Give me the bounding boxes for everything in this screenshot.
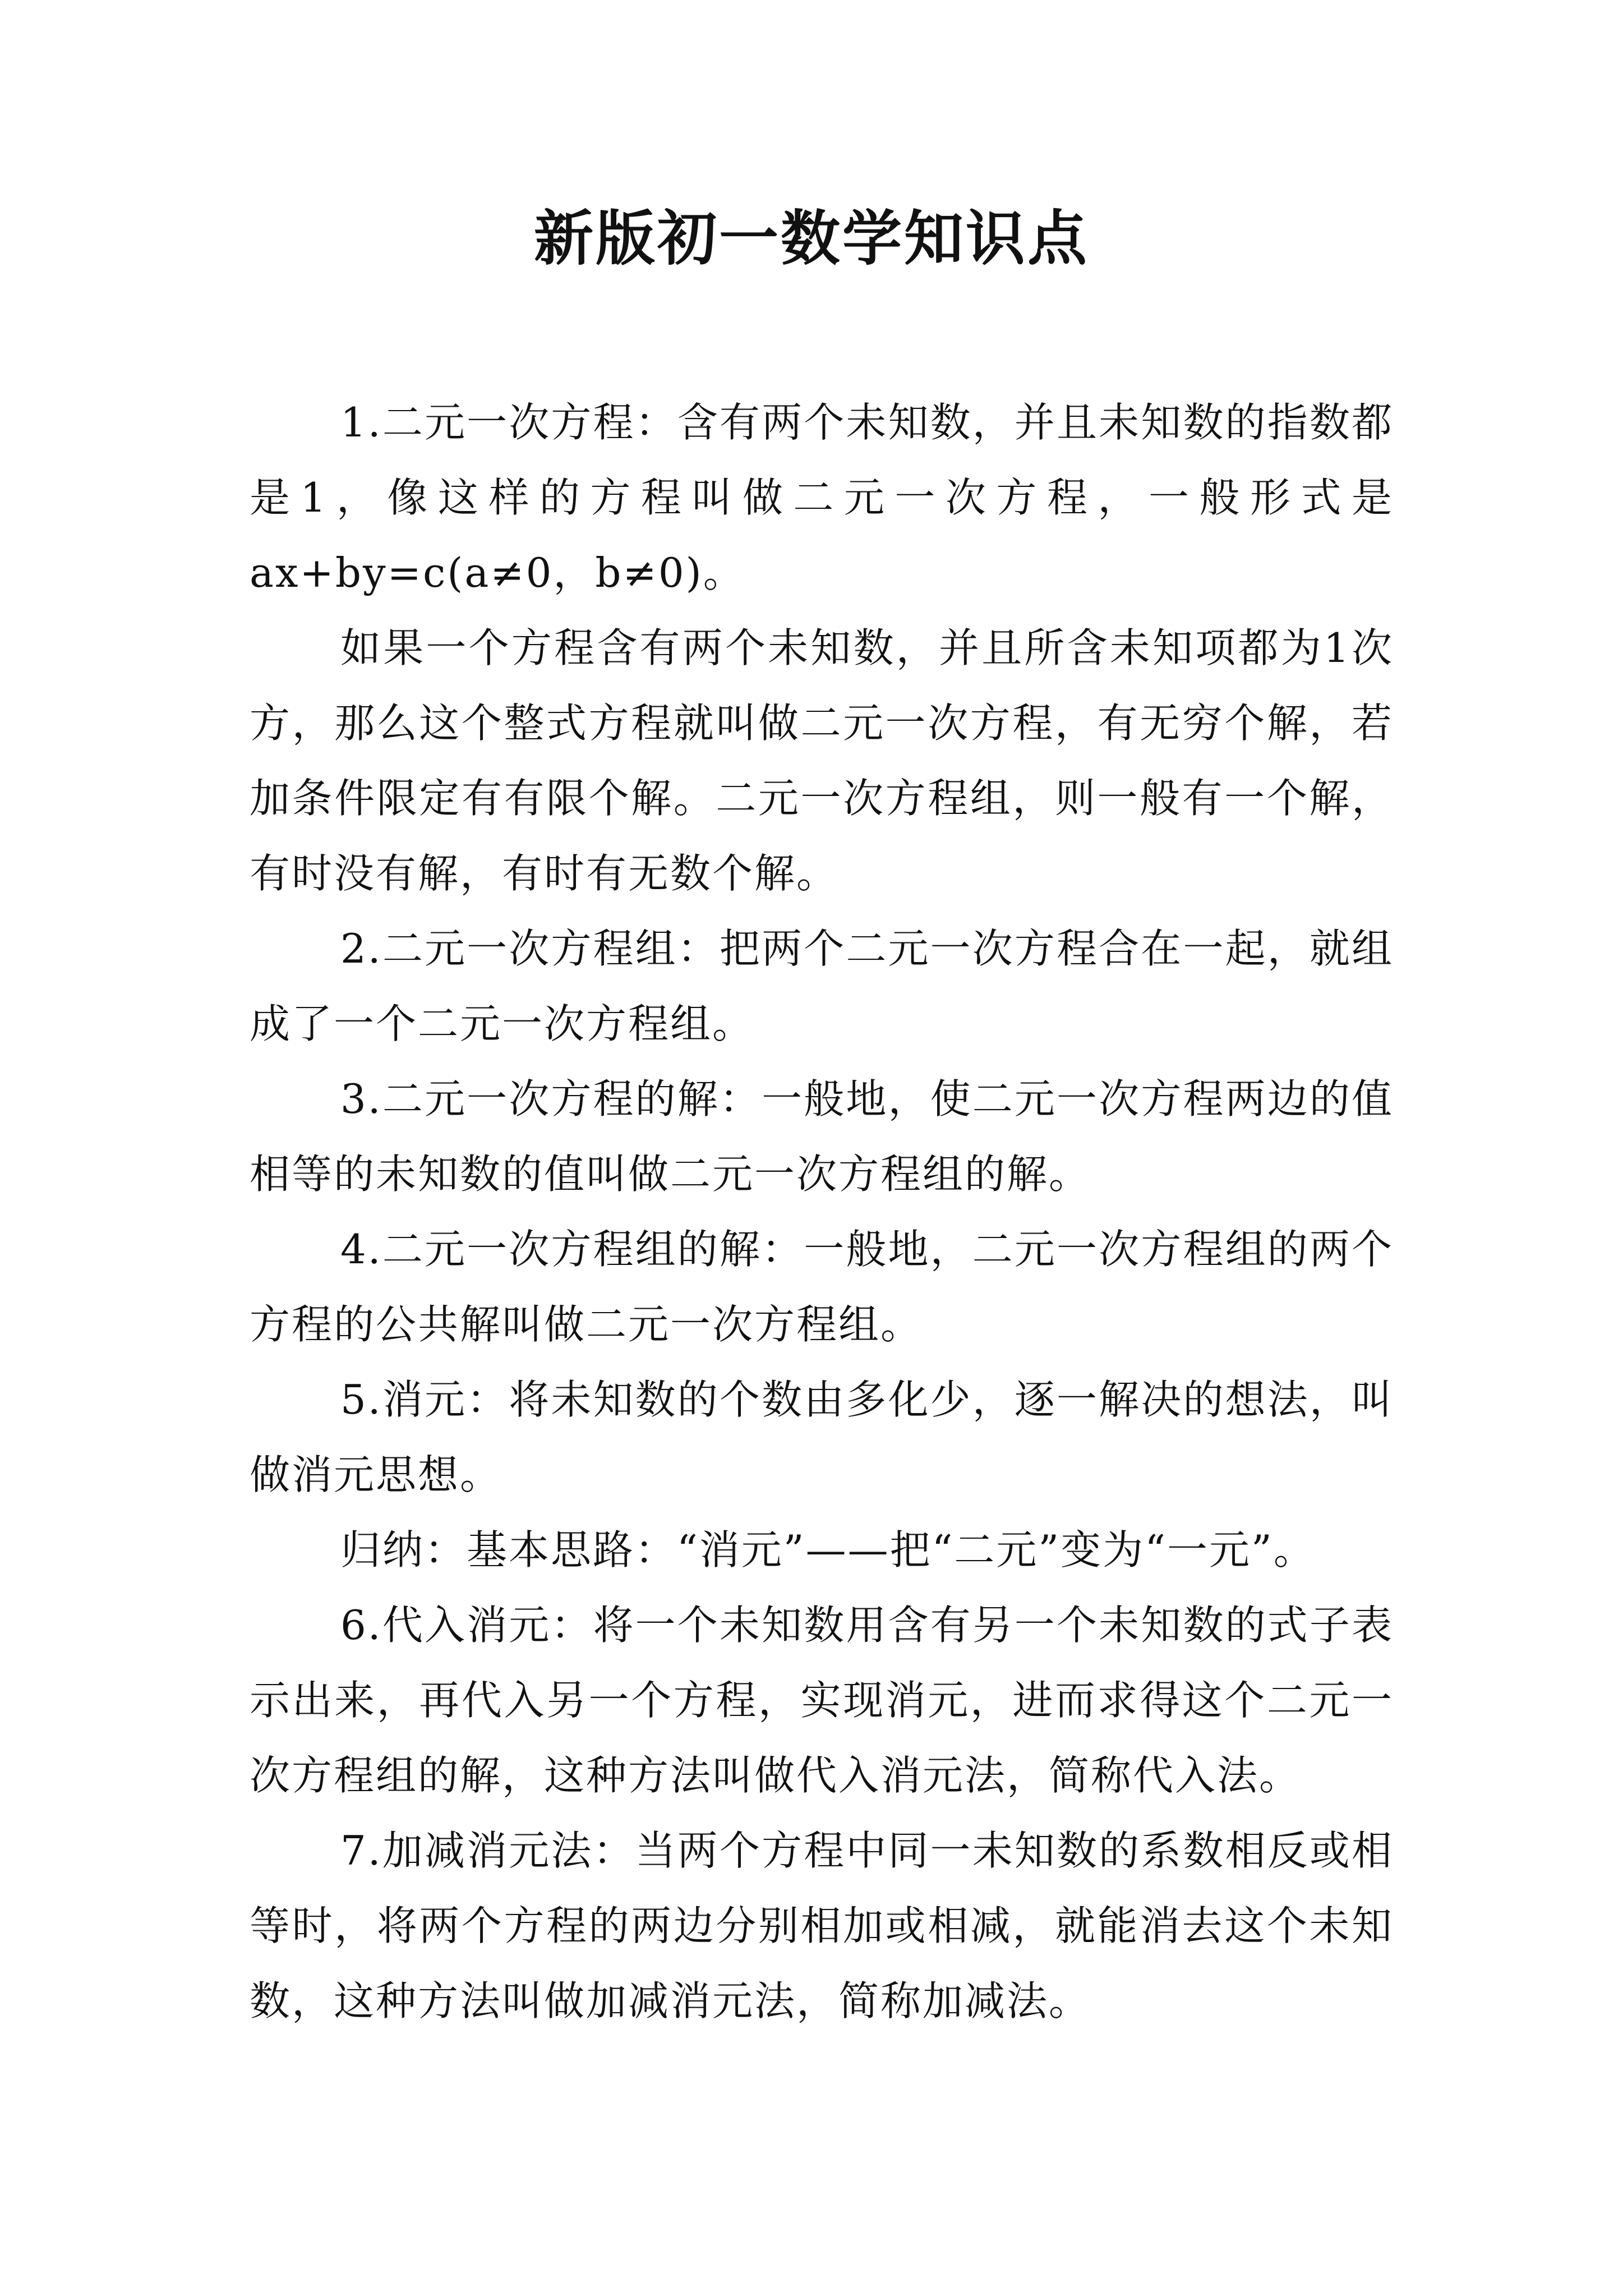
paragraph-7: 归纳：基本思路：“消元”——把“二元”变为“一元”。 <box>340 1526 1316 1573</box>
paragraph-9: 7.加减消元法：当两个方程中同一未知数的系数相反或相等时，将两个方程的两边分别相加或相减，就能消去这个未知数，这种方法叫做加减消元法，简称加减法。 <box>250 1827 1394 2024</box>
paragraph-3: 2.二元一次方程组：把两个二元一次方程合在一起，就组成了一个二元一次方程组。 <box>250 925 1394 1047</box>
paragraph-6: 5.消元：将未知数的个数由多化少，逐一解决的想法，叫做消元思想。 <box>250 1376 1394 1498</box>
paragraph-5: 4.二元一次方程组的解：一般地，二元一次方程组的两个方程的公共解叫做二元一次方程组。 <box>250 1226 1394 1348</box>
paragraph-8: 6.代入消元：将一个未知数用含有另一个未知数的式子表示出来，再代入另一个方程，实现消元，进而求得这个二元一次方程组的解，这种方法叫做代入消元法，简称代入法。 <box>250 1602 1394 1799</box>
paragraph-1: 1.二元一次方程：含有两个未知数，并且未知数的指数都是1，像这样的方程叫做二元一次方程，一般形式是ax+by=c(a≠0，b≠0)。 <box>250 399 1394 596</box>
document-body <box>250 385 1394 2039</box>
document-title: 新版初一数学知识点 <box>534 203 1089 273</box>
paragraph-2: 如果一个方程含有两个未知数，并且所含未知项都为1次方，那么这个整式方程就叫做二元一次方程，有无穷个解，若加条件限定有有限个解。二元一次方程组，则一般有一个解，有时没有解，有时有无数个解。 <box>250 624 1394 897</box>
paragraph-4: 3.二元一次方程的解：一般地，使二元一次方程两边的值相等的未知数的值叫做二元一次方程组的解。 <box>250 1075 1394 1198</box>
